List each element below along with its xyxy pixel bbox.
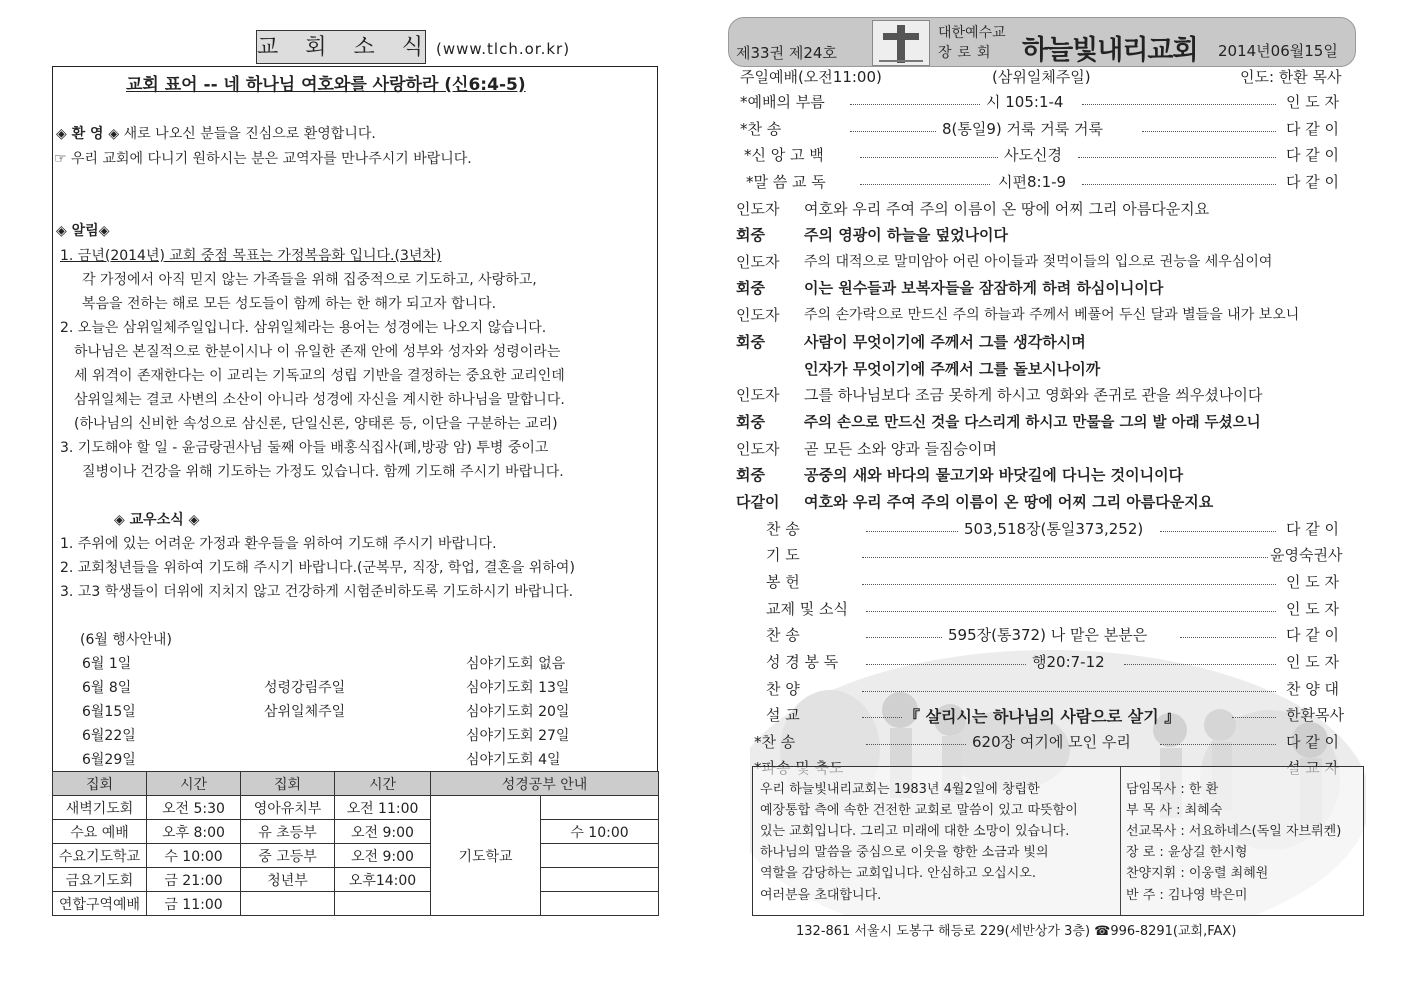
order-label: 찬 송	[766, 520, 800, 538]
table-cell	[335, 892, 431, 916]
study-time-cell: 수 10:00	[541, 820, 659, 844]
table-cell: 유 초등부	[241, 820, 335, 844]
event-note: 심야기도회 4일	[466, 752, 561, 768]
table-row	[53, 844, 659, 868]
event-name: 성령강림주일	[264, 680, 346, 696]
header-cell: 시간	[147, 772, 241, 796]
leader-dots	[862, 717, 902, 718]
website-url[interactable]: (www.tlch.or.kr)	[436, 40, 571, 58]
reading-speaker: 회중	[736, 226, 765, 244]
reading-speaker: 회중	[736, 279, 765, 297]
order-label: *예배의 부름	[740, 93, 825, 111]
event-date: 6월15일	[82, 704, 136, 720]
table-cell	[241, 892, 335, 916]
hand-pointer-icon: ☞	[54, 151, 67, 167]
staff-line: 부 목 사 : 최혜숙	[1126, 803, 1223, 818]
leader-dots	[1180, 637, 1276, 638]
event-date: 6월22일	[82, 728, 136, 744]
order-leader: 다 같 이	[1286, 520, 1340, 538]
staff-line: 반 주 : 김나영 박은미	[1126, 888, 1248, 903]
notice-line: 1. 금년(2014년) 교회 중점 목표는 가정복음화 입니다.(3년차)	[60, 248, 442, 264]
order-label: 설 교	[766, 706, 800, 724]
reading-speaker: 인도자	[736, 386, 780, 404]
reading-line: 그를 하나님보다 조금 못하게 하시고 영화와 존귀로 관을 씌우셨나이다	[804, 386, 1263, 404]
order-content: 620장 여기에 모인 우리	[972, 733, 1131, 751]
intro-line: 예장통합 측에 속한 건전한 교회로 말씀이 있고 따뜻함이	[760, 803, 1078, 818]
order-label: 봉 헌	[766, 573, 800, 591]
member-news-line: 2. 교회청년들을 위하여 기도해 주시기 바랍니다.(군복무, 직장, 학업, 결혼을 위하여)	[60, 560, 575, 576]
reading-line: 여호와 우리 주여 주의 이름이 온 땅에 어찌 그리 아름다운지요	[804, 200, 1210, 218]
intro-line: 여러분을 초대합니다.	[760, 888, 882, 903]
leader-dots	[862, 584, 1276, 585]
table-cell	[541, 868, 659, 892]
event-note: 심야기도회 없음	[466, 656, 566, 672]
header-cell: 집회	[53, 772, 147, 796]
reading-line: 인자가 무엇이기에 주께서 그를 돌보시나이까	[804, 360, 1101, 378]
schedule-table	[52, 771, 659, 916]
intro-line: 우리 하늘빛내리교회는 1983년 4월2일에 창립한	[760, 782, 1040, 797]
church-logo-icon	[872, 20, 930, 66]
order-content: 595장(통372) 나 맡은 본분은	[948, 626, 1148, 644]
reading-line: 공중의 새와 바다의 물고기와 바닷길에 다니는 것이니이다	[804, 466, 1184, 484]
order-leader: 찬 양 대	[1286, 680, 1340, 698]
reading-speaker: 인도자	[736, 440, 780, 458]
service-leader: 인도: 한환 목사	[1240, 68, 1342, 86]
table-cell: 연합구역예배	[53, 892, 147, 916]
leader-dots	[866, 611, 1276, 612]
leader-dots	[1160, 531, 1276, 532]
table-cell: 중 고등부	[241, 844, 335, 868]
order-leader: 다 같 이	[1286, 146, 1340, 164]
reading-line: 주의 손가락으로 만드신 주의 하늘과 주께서 베풀어 두신 달과 별들을 내가 보오니	[804, 307, 1300, 323]
notice-line: 복음을 전하는 해로 모든 성도들이 함께 하는 한 해가 되고자 합니다.	[82, 296, 497, 312]
reading-line: 사람이 무엇이기에 주께서 그를 생각하시며	[804, 333, 1086, 351]
schedule-header-row	[53, 772, 659, 796]
event-date: 6월 1일	[82, 656, 132, 672]
reading-line: 이는 원수들과 보복자들을 잠잠하게 하려 하심이니이다	[804, 279, 1164, 297]
leader-dots	[1082, 104, 1276, 105]
denomination-line-1: 대한예수교	[938, 25, 1006, 41]
order-label: 기 도	[766, 546, 800, 564]
order-content: 8(통일9) 거룩 거룩 거룩	[942, 120, 1104, 138]
order-leader: 인 도 자	[1286, 93, 1340, 111]
notice-line: (하나님의 신비한 속성으로 삼신론, 단일신론, 양태론 등, 이단을 구분하는 교리)	[74, 416, 558, 432]
member-news-heading: ◈ 교우소식 ◈	[114, 512, 200, 528]
order-leader: 다 같 이	[1286, 173, 1340, 191]
staff-line: 선교목사 : 서요하네스(독일 자브뤼켄)	[1126, 824, 1342, 839]
order-content: 행20:7-12	[1032, 653, 1105, 671]
reading-line: 곧 모든 소와 양과 들짐승이며	[804, 440, 997, 458]
study-name-cell: 기도학교	[431, 796, 541, 916]
member-news-line: 3. 고3 학생들이 더위에 지치지 않고 건강하게 시험준비하도록 기도하시기 바랍니다.	[60, 584, 574, 600]
notice-line: 하나님은 본질적으로 한분이시나 이 유일한 존재 안에 성부와 성자와 성령이라는	[74, 344, 561, 360]
table-cell	[541, 796, 659, 820]
table-cell: 수요기도학교	[53, 844, 147, 868]
order-content: 시 105:1-4	[986, 93, 1064, 111]
order-leader: 인 도 자	[1286, 573, 1340, 591]
order-content: 사도신경	[1004, 146, 1062, 164]
order-label: 찬 양	[766, 680, 800, 698]
reading-line: 주의 영광이 하늘을 덮었나이다	[804, 226, 1009, 244]
event-date: 6월 8일	[82, 680, 132, 696]
notice-line: 2. 오늘은 삼위일체주일입니다. 삼위일체라는 용어는 성경에는 나오지 않습니다.	[60, 320, 547, 336]
order-content: 시편8:1-9	[998, 173, 1067, 191]
reading-speaker: 인도자	[736, 306, 780, 324]
event-note: 심야기도회 20일	[466, 704, 570, 720]
notice-line: 3. 기도해야 할 일 - 윤금랑권사님 둘째 아들 배홍식집사(폐,방광 암) 투병 중이고	[60, 440, 549, 456]
leader-dots	[860, 184, 990, 185]
leader-dots	[862, 691, 1276, 692]
leader-dots	[866, 637, 942, 638]
volume-number: 제33권 제24호	[736, 44, 837, 62]
denomination-line-2: 장로회	[938, 45, 997, 61]
table-cell: 청년부	[241, 868, 335, 892]
order-leader: 인 도 자	[1286, 600, 1340, 618]
table-cell: 오전 11:00	[335, 796, 431, 820]
table-cell: 새벽기도회	[53, 796, 147, 820]
service-sunday-name: (삼위일체주일)	[992, 68, 1091, 86]
notice-line: 세 위격이 존재한다는 이 교리는 기독교의 성립 기반을 결정하는 중요한 교리인데	[74, 368, 565, 384]
reading-speaker: 다같이	[736, 493, 780, 511]
welcome-text-2: 우리 교회에 다니기 원하시는 분은 교역자를 만나주시기 바랍니다.	[66, 151, 472, 167]
welcome-heading: ◈ 환 영 ◈	[56, 126, 120, 142]
table-cell: 오후14:00	[335, 868, 431, 892]
table-cell	[541, 844, 659, 868]
order-leader: 윤영숙권사	[1270, 546, 1343, 564]
leader-dots	[866, 664, 1026, 665]
table-cell: 오전 9:00	[335, 820, 431, 844]
staff-line: 장 로 : 윤상길 한시형	[1126, 845, 1248, 860]
reading-speaker: 인도자	[736, 200, 780, 218]
table-cell: 오후 8:00	[147, 820, 241, 844]
notice-heading: ◈ 알림◈	[56, 223, 110, 239]
order-content: 503,518장(통일373,252)	[964, 520, 1144, 538]
welcome-text: 새로 나오신 분들을 진심으로 환영합니다.	[119, 126, 376, 142]
reading-speaker: 회중	[736, 333, 765, 351]
event-name: 삼위일체주일	[264, 704, 346, 720]
order-label: 성 경 봉 독	[766, 653, 839, 671]
order-leader: 인 도 자	[1286, 653, 1340, 671]
leader-dots	[866, 744, 966, 745]
leader-dots	[1232, 717, 1276, 718]
welcome-line	[56, 123, 376, 143]
order-label: *찬 송	[754, 733, 796, 751]
header-cell: 집회	[241, 772, 335, 796]
leader-dots	[1160, 744, 1276, 745]
order-label: *신 앙 고 백	[744, 146, 824, 164]
table-cell: 금요기도회	[53, 868, 147, 892]
church-name: 하늘빛내리교회	[1022, 35, 1198, 66]
header-cell: 시간	[335, 772, 431, 796]
event-note: 심야기도회 13일	[466, 680, 570, 696]
table-row	[53, 796, 659, 820]
reading-speaker: 회중	[736, 413, 765, 431]
reading-line: 여호와 우리 주여 주의 이름이 온 땅에 어찌 그리 아름다운지요	[804, 493, 1214, 511]
event-note: 심야기도회 27일	[466, 728, 570, 744]
table-cell: 금 11:00	[147, 892, 241, 916]
leader-dots	[850, 131, 936, 132]
left-page-title: 교 회 소 식	[256, 30, 426, 64]
order-label: 교제 및 소식	[766, 600, 848, 618]
intro-line: 있는 교회입니다. 그리고 미래에 대한 소망이 있습니다.	[760, 824, 1070, 839]
sermon-title: 『 살리시는 하나님의 사람으로 살기 』	[904, 707, 1181, 726]
reading-speaker: 회중	[736, 466, 765, 484]
notice-line: 질병이나 건강을 위해 기도하는 가정도 있습니다. 함께 기도해 주시기 바랍니다.	[82, 464, 564, 480]
header-cell: 성경공부 안내	[431, 772, 659, 796]
table-cell: 수요 예배	[53, 820, 147, 844]
notice-line: 각 가정에서 아직 믿지 않는 가족들을 위해 집중적으로 기도하고, 사랑하고,	[82, 272, 537, 288]
table-row	[53, 892, 659, 916]
table-cell: 오전 5:30	[147, 796, 241, 820]
table-cell: 수 10:00	[147, 844, 241, 868]
order-leader: 다 같 이	[1286, 626, 1340, 644]
table-row	[53, 868, 659, 892]
leader-dots	[862, 557, 1268, 558]
table-cell: 금 21:00	[147, 868, 241, 892]
order-leader: 다 같 이	[1286, 733, 1340, 751]
church-motto: 교회 표어 -- 네 하나님 여호와를 사랑하라 (신6:4-5)	[126, 75, 526, 95]
leader-dots	[1082, 184, 1276, 185]
order-label: 찬 송	[766, 626, 800, 644]
leader-dots	[1078, 157, 1276, 158]
info-divider	[1120, 767, 1121, 915]
order-label: *찬 송	[740, 120, 782, 138]
order-label: *말 씀 교 독	[746, 173, 826, 191]
leader-dots	[866, 531, 958, 532]
reading-speaker: 인도자	[736, 253, 780, 271]
reading-line: 주의 손으로 만드신 것을 다스리게 하시고 만물을 그의 발 아래 두셨으니	[804, 415, 1261, 431]
leader-dots	[850, 104, 980, 105]
order-leader: 한환목사	[1286, 706, 1344, 724]
reading-line: 주의 대적으로 말미암아 어린 아이들과 젖먹이들의 입으로 권능을 세우심이여	[804, 254, 1273, 270]
member-news-line: 1. 주위에 있는 어려운 가정과 환우들을 위하여 기도해 주시기 바랍니다.	[60, 536, 497, 552]
table-cell	[541, 892, 659, 916]
staff-line: 담임목사 : 한 환	[1126, 782, 1219, 797]
service-title: 주일예배(오전11:00)	[740, 68, 882, 86]
staff-line: 찬양지휘 : 이웅렬 최혜원	[1126, 866, 1269, 881]
leader-dots	[1142, 131, 1276, 132]
bulletin-date: 2014년06월15일	[1218, 42, 1338, 60]
intro-line: 역할을 감당하는 교회입니다. 안심하고 오십시오.	[760, 866, 1036, 881]
intro-line: 하나님의 말씀을 중심으로 이웃을 향한 소금과 빛의	[760, 845, 1049, 860]
leader-dots	[1124, 664, 1276, 665]
welcome-line-2	[54, 148, 472, 168]
table-cell: 영아유치부	[241, 796, 335, 820]
notice-line: 삼위일체는 결코 사변의 소산이 아니라 성경에 자신을 계시한 하나님을 말합니다.	[74, 392, 565, 408]
table-cell: 오전 9:00	[335, 844, 431, 868]
event-date: 6월29일	[82, 752, 136, 768]
address-footer: 132-861 서울시 도봉구 해등로 229(세반상가 3층) ☎996-8291(교회,FAX)	[796, 924, 1237, 939]
events-heading: (6월 행사안내)	[80, 632, 172, 648]
table-row	[53, 820, 659, 844]
order-leader: 다 같 이	[1286, 120, 1340, 138]
leader-dots	[860, 157, 998, 158]
